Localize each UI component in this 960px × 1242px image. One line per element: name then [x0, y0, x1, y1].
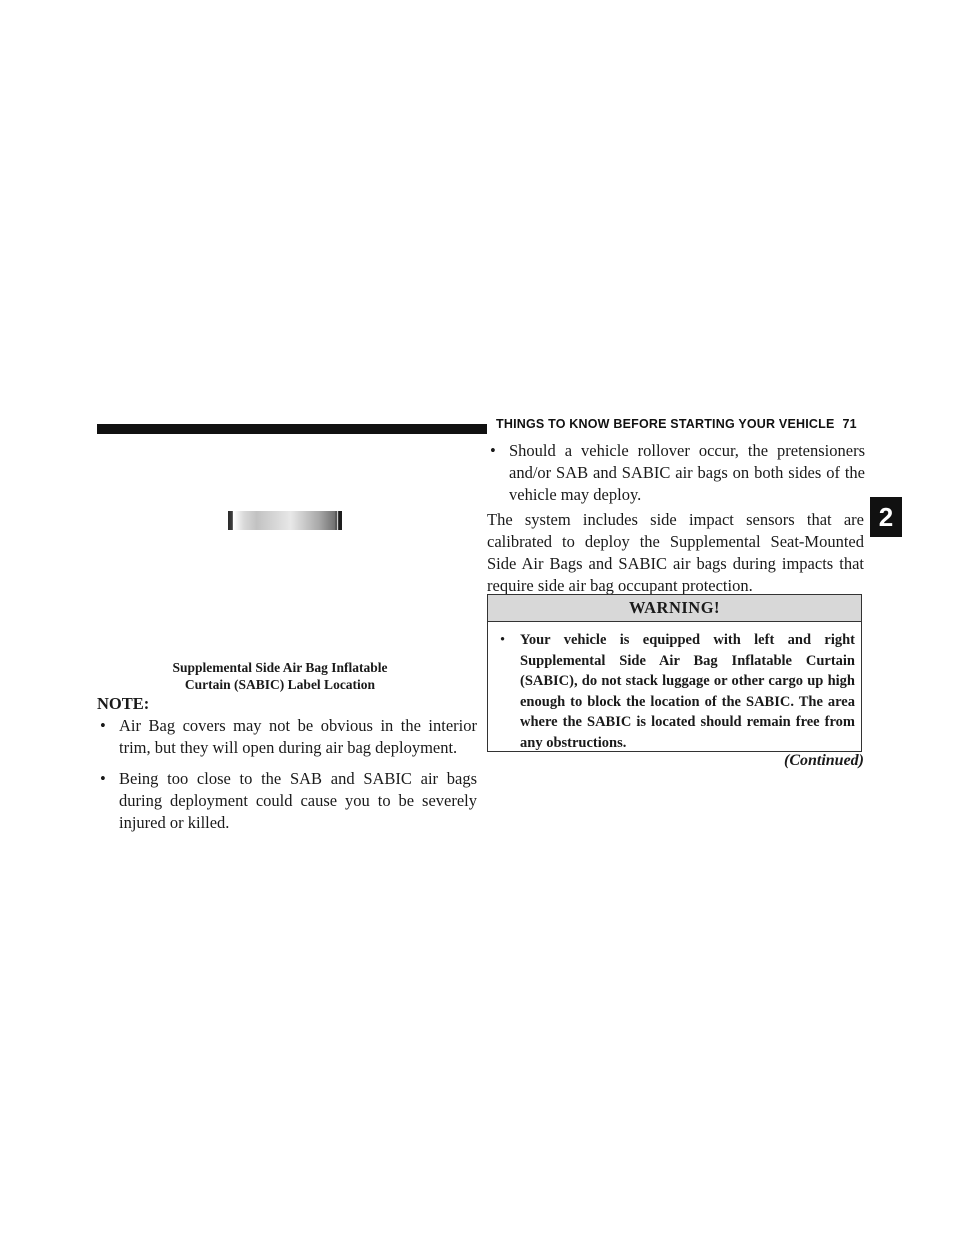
warning-box [487, 594, 862, 752]
warning-title: WARNING! [488, 595, 861, 622]
note-label: NOTE: [97, 694, 150, 713]
bullet-icon: • [500, 632, 506, 648]
bullet-icon: • [100, 769, 106, 788]
continued-label: (Continued) [783, 752, 864, 769]
list-item-text: Should a vehicle rollover occur, the pretensioners and/or SAB and SABIC air bags on both sides of the vehicle may deploy. [509, 441, 865, 504]
list-item [487, 440, 865, 506]
list-item-text: Your vehicle is equipped with left and right Supplemental Side Air Bag Inflatable Curtain (SABIC), do not stack luggage or other cargo up high enough to block the location of the SABIC. The area where the SABIC is located should remain free from any obstructions. [520, 632, 855, 751]
warning-bullet-list [498, 630, 855, 753]
list-item-text: Air Bag covers may not be obvious in the interior trim, but they will open during air bag deployment. [119, 716, 477, 757]
list-item [498, 630, 855, 753]
sabic-label-photo [228, 511, 342, 530]
list-item [97, 768, 477, 834]
list-item-text: Being too close to the SAB and SABIC air bags during deployment could cause you to be severely injured or killed. [119, 769, 477, 832]
header-rule [97, 424, 487, 434]
figure-caption [130, 659, 430, 693]
rollover-bullet-list [487, 440, 865, 515]
page-number: 71 [842, 417, 857, 431]
figure-caption-line-1: Supplemental Side Air Bag Inflatable [172, 660, 388, 675]
note-bullet-list [97, 715, 477, 843]
running-header [496, 417, 857, 431]
chapter-tab[interactable]: 2 [870, 497, 902, 537]
sensors-paragraph: The system includes side impact sensors that are calibrated to deploy the Supplemental Seat-Mounted Side Air Bags and SABIC air bags during impacts that require side air bag occupant protection. [487, 510, 864, 595]
section-title: THINGS TO KNOW BEFORE STARTING YOUR VEHICLE [496, 417, 835, 431]
bullet-icon: • [100, 716, 106, 735]
figure-caption-line-2: Curtain (SABIC) Label Location [184, 677, 376, 692]
list-item [97, 715, 477, 759]
bullet-icon: • [490, 441, 496, 460]
